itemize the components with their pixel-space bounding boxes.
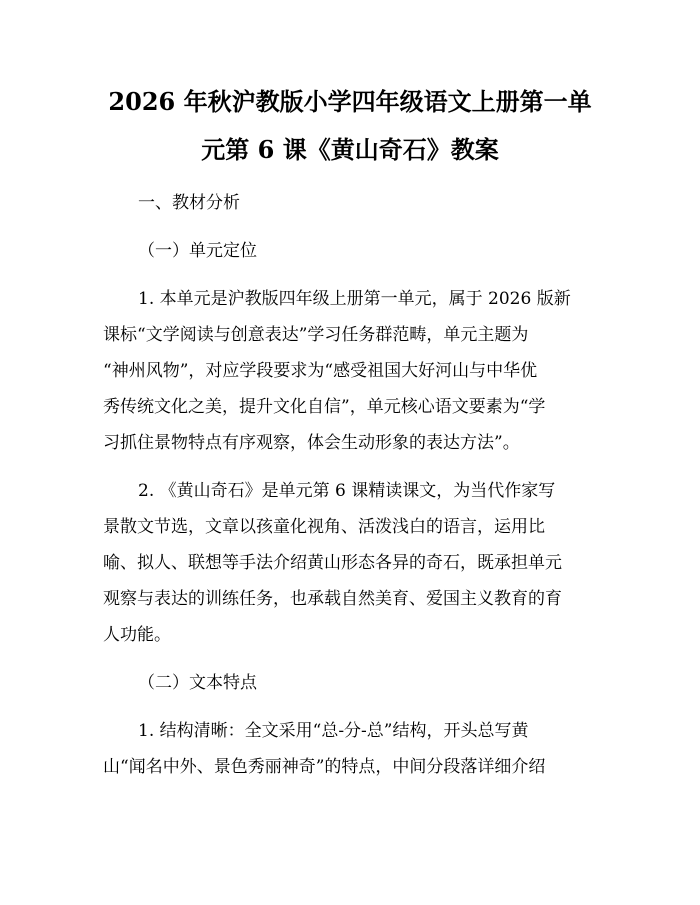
document-title-line-2: 元第 6 课《黄山奇石》教案 — [201, 135, 499, 164]
paragraph-3-line-2: 山“闻名中外、景色秀丽神奇”的特点，中间分段落详细介绍 — [103, 757, 546, 777]
paragraph-1-line-5: 习抓住景物特点有序观察，体会生动形象的表达方法”。 — [103, 433, 520, 453]
subsection-heading-text-features: （二）文本特点 — [138, 673, 257, 693]
section-heading-teaching-material-analysis: 一、教材分析 — [138, 193, 240, 213]
paragraph-2-line-1: 2. 《黄山奇石》是单元第 6 课精读课文，为当代作家写 — [138, 481, 556, 501]
paragraph-1-line-2: 课标“文学阅读与创意表达”学习任务群范畴，单元主题为 — [103, 325, 529, 345]
paragraph-2-line-4: 观察与表达的训练任务，也承载自然美育、爱国主义教育的育 — [103, 589, 562, 609]
subsection-heading-unit-positioning: （一）单元定位 — [138, 241, 257, 261]
paragraph-1-line-1: 1. 本单元是沪教版四年级上册第一单元，属于 2026 版新 — [138, 289, 571, 309]
paragraph-1-line-4: 秀传统文化之美，提升文化自信”，单元核心语文要素为“学 — [103, 397, 546, 417]
document-title-line-1: 2026 年秋沪教版小学四年级语文上册第一单 — [108, 87, 592, 116]
paragraph-2-line-2: 景散文节选，文章以孩童化视角、活泼浅白的语言，运用比 — [103, 517, 545, 537]
paragraph-1-line-3: “神州风物”，对应学段要求为“感受祖国大好河山与中华优 — [103, 361, 538, 381]
paragraph-2-line-3: 喻、拟人、联想等手法介绍黄山形态各异的奇石，既承担单元 — [103, 553, 562, 573]
paragraph-2-line-5: 人功能。 — [103, 625, 171, 645]
paragraph-3-line-1: 1. 结构清晰：全文采用“总-分-总”结构，开头总写黄 — [138, 721, 529, 741]
